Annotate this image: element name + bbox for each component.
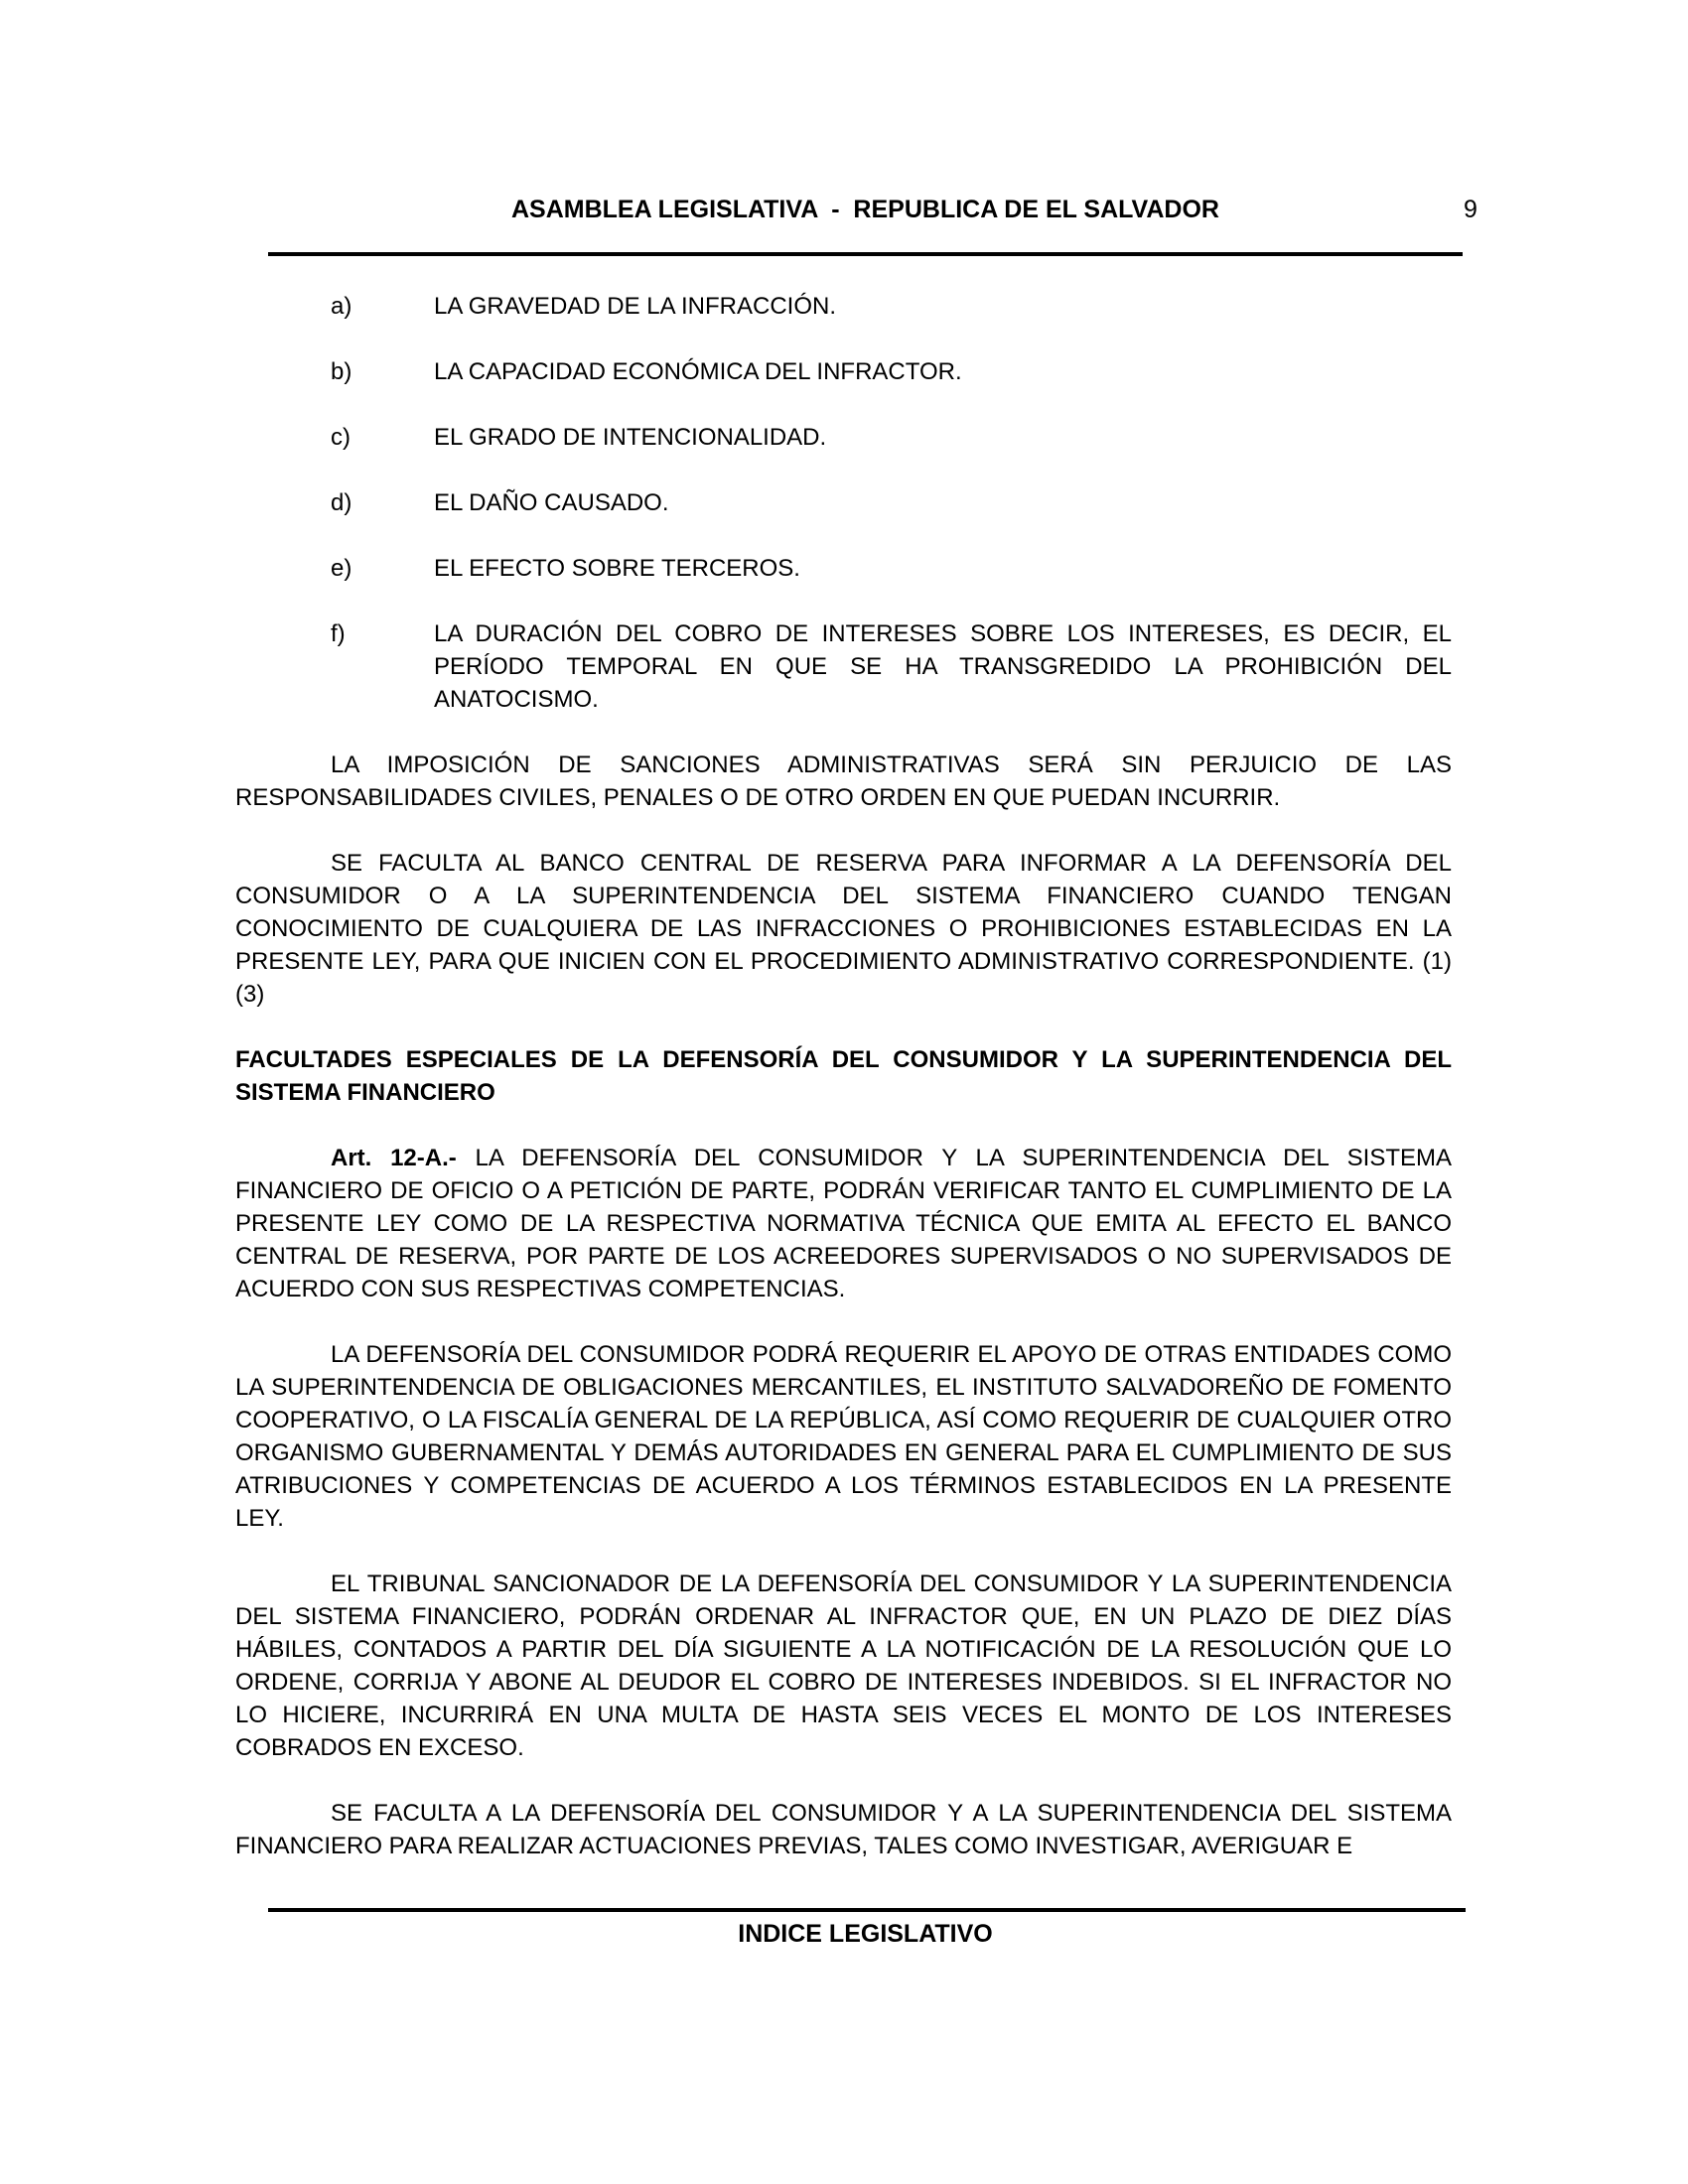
paragraph-article-12a — [235, 1142, 1452, 1305]
paragraph-banco-central: SE FACULTA AL BANCO CENTRAL DE RESERVA PARA INFORMAR A LA DEFENSORÍA DEL CONSUMIDOR O A LA SUPERINTENDENCIA DEL SISTEMA FINANCIERO CUANDO TENGAN CONOCIMIENTO DE CUALQUIERA DE LAS INFRACCIONES O PROHIBICIONES ESTABLECIDAS EN LA PRESENTE LEY, PARA QUE INICIEN CON EL PROCEDIMIENTO ADMINISTRATIVO CORRESPONDIENTE. (1) (3) — [235, 850, 1452, 1008]
list-item-text: EL EFECTO SOBRE TERCEROS. — [434, 555, 800, 582]
list-item-e — [235, 552, 1452, 585]
footer-rule — [268, 1908, 1466, 1912]
list-item-text: EL GRADO DE INTENCIONALIDAD. — [434, 424, 827, 451]
list-item-f — [235, 617, 1452, 716]
article-text: LA DEFENSORÍA DEL CONSUMIDOR Y LA SUPERINTENDENCIA DEL SISTEMA FINANCIERO DE OFICIO O A PETICIÓN DE PARTE, PODRÁN VERIFICAR TANTO EL CUMPLIMIENTO DE LA PRESENTE LEY COMO DE LA RESPECTIVA NORMATIVA TÉCNICA QUE EMITA AL EFECTO EL BANCO CENTRAL DE RESERVA, POR PARTE DE LOS ACREEDORES SUPERVISADOS O NO SUPERVISADOS DE ACUERDO CON SUS RESPECTIVAS COMPETENCIAS. — [235, 1145, 1453, 1302]
list-item-c — [235, 421, 1452, 454]
page-number: 9 — [1464, 196, 1477, 223]
article-number-label: Art. 12-A.- — [331, 1145, 457, 1171]
paragraph-tribunal: EL TRIBUNAL SANCIONADOR DE LA DEFENSORÍA DEL CONSUMIDOR Y LA SUPERINTENDENCIA DEL SISTEMA FINANCIERO, PODRÁN ORDENAR AL INFRACTOR QUE, EN UN PLAZO DE DIEZ DÍAS HÁBILES, CONTADOS A PARTIR DEL DÍA SIGUIENTE A LA NOTIFICACIÓN DE LA RESOLUCIÓN QUE LO ORDENE, CORRIJA Y ABONE AL DEUDOR EL COBRO DE INTERESES INDEBIDOS. SI EL INFRACTOR NO LO HICIERE, INCURRIRÁ EN UNA MULTA DE HASTA SEIS VECES EL MONTO DE LOS INTERESES COBRADOS EN EXCESO. — [235, 1570, 1452, 1761]
list-item-text: LA GRAVEDAD DE LA INFRACCIÓN. — [434, 293, 836, 320]
footer-label: INDICE LEGISLATIVO — [738, 1920, 993, 1948]
paragraph-apoyo: LA DEFENSORÍA DEL CONSUMIDOR PODRÁ REQUERIR EL APOYO DE OTRAS ENTIDADES COMO LA SUPERINTENDENCIA DE OBLIGACIONES MERCANTILES, EL INSTITUTO SALVADOREÑO DE FOMENTO COOPERATIVO, O LA FISCALÍA GENERAL DE LA REPÚBLICA, ASÍ COMO REQUERIR DE CUALQUIER OTRO ORGANISMO GUBERNAMENTAL Y DEMÁS AUTORIDADES EN GENERAL PARA EL CUMPLIMIENTO DE SUS ATRIBUCIONES Y COMPETENCIAS DE ACUERDO A LOS TÉRMINOS ESTABLECIDOS EN LA PRESENTE LEY. — [235, 1341, 1452, 1532]
page-header-title: ASAMBLEA LEGISLATIVA - REPUBLICA DE EL SALVADOR — [511, 196, 1219, 223]
section-heading: FACULTADES ESPECIALES DE LA DEFENSORÍA DEL CONSUMIDOR Y LA SUPERINTENDENCIA DEL SISTEMA FINANCIERO — [235, 1046, 1452, 1106]
paragraph-actuaciones: SE FACULTA A LA DEFENSORÍA DEL CONSUMIDOR Y A LA SUPERINTENDENCIA DEL SISTEMA FINANCIERO PARA REALIZAR ACTUACIONES PREVIAS, TALES COMO INVESTIGAR, AVERIGUAR E — [235, 1800, 1452, 1859]
list-item-label: a) — [331, 293, 352, 320]
document-body — [235, 290, 1452, 1862]
list-item-label: f) — [331, 620, 346, 647]
list-item-text: LA DURACIÓN DEL COBRO DE INTERESES SOBRE LOS INTERESES, ES DECIR, EL PERÍODO TEMPORAL EN QUE SE HA TRANSGREDIDO LA PROHIBICIÓN DEL ANATOCISMO. — [434, 620, 1452, 713]
list-item-d — [235, 486, 1452, 519]
list-item-b — [235, 355, 1452, 388]
list-item-label: d) — [331, 489, 352, 516]
list-item-text: EL DAÑO CAUSADO. — [434, 489, 669, 516]
list-item-text: LA CAPACIDAD ECONÓMICA DEL INFRACTOR. — [434, 358, 962, 385]
list-item-label: b) — [331, 358, 352, 385]
list-item-label: c) — [331, 424, 351, 451]
header-rule — [268, 252, 1463, 256]
list-item-a — [235, 290, 1452, 323]
paragraph-sanciones: LA IMPOSICIÓN DE SANCIONES ADMINISTRATIVAS SERÁ SIN PERJUICIO DE LAS RESPONSABILIDADES CIVILES, PENALES O DE OTRO ORDEN EN QUE PUEDAN INCURRIR. — [235, 751, 1452, 811]
list-item-label: e) — [331, 555, 352, 582]
